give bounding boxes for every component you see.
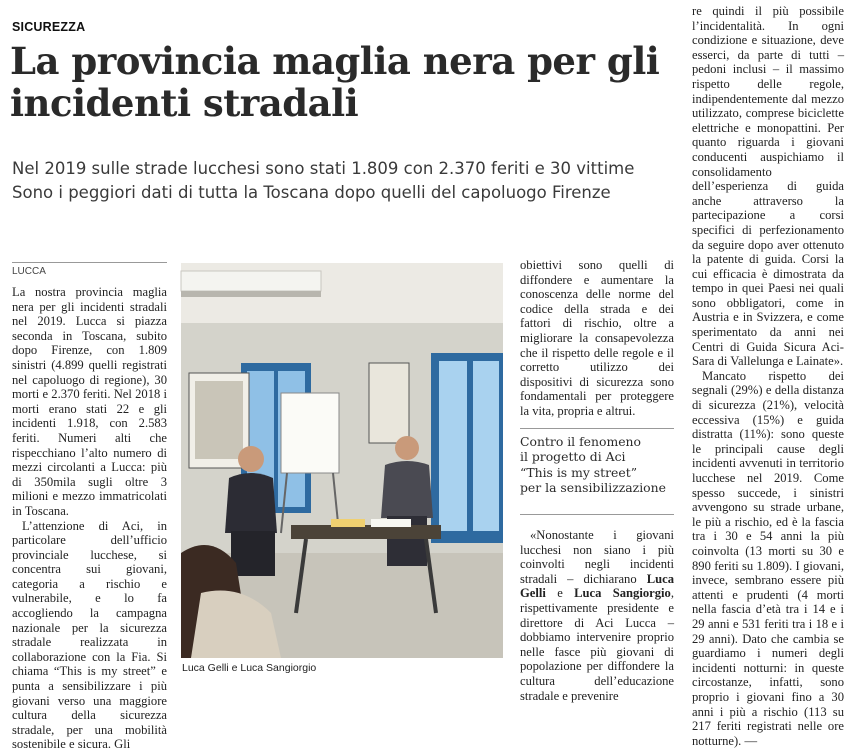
article-column-2	[520, 258, 674, 419]
photo-caption: Luca Gelli e Luca Sangiorgio	[182, 662, 316, 674]
dateline: LUCCA	[12, 266, 46, 277]
box-divider	[520, 514, 674, 515]
quote-text: , rispettivamente presidente e direttore di Aci Lucca – dobbiamo intervenire proprio nelle fasce più giovani di popolazione per diffondere la cultura dell’educazione stradale e prevenire	[520, 586, 674, 702]
dateline-divider	[12, 262, 167, 263]
subheadline	[12, 157, 672, 205]
headline: La provincia maglia nera per gli incidenti stradali	[10, 40, 670, 124]
subheadline-line: Sono i peggiori dati di tutta la Toscana dopo quelli del capoluogo Firenze	[12, 181, 672, 205]
box-title-line: Contro il fenomeno	[520, 434, 680, 449]
paragraph: re quindi il più possibile l’incidentalità. In ogni condizione e situazione, deve esserci, da parte di tutti – pedoni inclusi – il massimo rispetto delle regole, indipendentemente dal mezzo utilizzato, comprese biciclette elettriche e monopattini. Per quanto riguarda i giovani conducenti auspichiamo il consolidamento dell’esperienza di guida anche attraverso la partecipazione a corsi specifici di perfezionamento da seguire dopo aver ottenuto la patente di guida. Corsi la cui efficacia è dimostrata da tempo in quei Paesi nei quali sono obbligatori, come in Austria e in Svizzera, e come sperimentato da anni nei Centri di Guida Sicura Aci-Sara di Vallelunga e Lainate».	[692, 4, 844, 369]
box-title	[520, 434, 680, 496]
quote-text: «Nonostante i giovani lucchesi non siano i più coinvolti negli incidenti stradali – dichiarano	[520, 528, 674, 586]
article-photo	[181, 263, 503, 658]
article-column-3	[692, 4, 844, 690]
section-tag: SICUREZZA	[12, 20, 85, 34]
subheadline-line: Nel 2019 sulle strade lucchesi sono stati 1.809 con 2.370 feriti e 30 vittime	[12, 157, 672, 181]
paragraph: obiettivi sono quelli di diffondere e aumentare la conoscenza delle norme del codice della strada e dei fattori di rischio, oltre a migliorare la consapevolezza che il rispetto delle regole e il corretto utilizzo dei dispositivi di sicurezza sono fondamentali per proteggere la vita, propria e altrui.	[520, 258, 674, 419]
paragraph: Mancato rispetto dei segnali (29%) e della distanza di sicurezza (21%), velocità eccessiva (15%) e guida distratta (11%): sono queste le principali cause degli incidenti avvenuti in territorio lucchese nel 2019. Come spesso succede, i sinistri avvengono su strade urbane, le più a rischio, ed è la fascia tra i 30 e 54 anni la più coinvolta (13 morti su 30 e 890 feriti su 1.809). I giovani, invece, sembrano essere più attenti e prudenti (4 morti nella fascia d’età tra i 14 e i 29 anni e 531 feriti tra i 18 e i 29 anni). Dato che cambia se guardiamo i numeri degli incidenti notturni: in queste circostanze, infatti, sono proprio i giovani fino a 30 anni i più a rischio (113 su 217 feriti registrati nelle ore notturne). —	[692, 369, 844, 748]
person-name: Luca Sangiorgio	[574, 586, 671, 600]
paragraph	[520, 528, 674, 703]
box-divider	[520, 428, 674, 429]
person-name: Luca Gelli	[520, 572, 674, 601]
quote-text: e	[546, 586, 574, 600]
paragraph: La nostra provincia maglia nera per gli incidenti stradali nel 2019. Lucca si piazza seconda in Toscana, subito dopo Firenze, con 1.809 sinistri (4.899 quelli registrati nel capoluogo di regione), 30 morti e 2.370 feriti. Nel 2018 i morti erano stati 22 e gli incidenti 1.918, con 2.583 feriti. Numeri alti che rispecchiano l’alto numero di mezzi circolanti a Lucca: più di 350mila sugli oltre 3 milioni e mezzo immatricolati in Toscana.	[12, 285, 167, 519]
box-title-line: il progetto di Aci	[520, 449, 680, 464]
box-title-line: per la sensibilizzazione	[520, 480, 680, 495]
paragraph: L’attenzione di Aci, in particolare dell’ufficio provinciale lucchese, si concentra sui giovani, categoria a rischio e vulnerabile, e lo fa accogliendo la campagna nazionale per la sicurezza stradale realizzata in collaborazione con la Fia. Si chiama “This is my street” e punta a sensibilizzare i più giovani verso una maggiore cultura della sicurezza stradale, per una mobilità sostenibile e sicura. Gli	[12, 519, 167, 752]
article-column-1	[12, 285, 167, 685]
box-title-line: “This is my street”	[520, 465, 680, 480]
press-conference-illustration	[181, 263, 503, 658]
article-column-2-box	[520, 528, 674, 688]
